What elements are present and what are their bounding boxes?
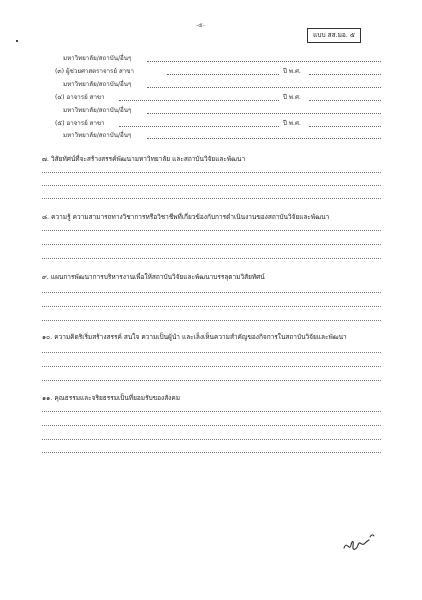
university-label: มหาวิทยาลัย/สถาบัน/อื่นๆ: [63, 55, 132, 62]
year-fill-line: [309, 100, 381, 101]
fill-line: [147, 87, 381, 88]
margin-mark: [16, 40, 18, 42]
fill-line: [147, 61, 381, 62]
answer-line: [42, 411, 381, 412]
university-label: มหาวิทยาลัย/สถาบัน/อื่นๆ: [63, 132, 132, 139]
year-label: ปี พ.ศ.: [283, 68, 301, 75]
university-line-2: [63, 80, 381, 90]
university-line-1: [63, 54, 381, 64]
field-fill-line: [119, 126, 279, 127]
lecturer-line-2: [55, 119, 381, 129]
answer-line: [42, 380, 381, 381]
university-label: มหาวิทยาลัย/สถาบัน/อื่นๆ: [63, 107, 132, 114]
section-11-heading: ๑๑. คุณธรรมและจริยธรรมเป็นที่ยอมรับของสังคม: [42, 394, 180, 402]
answer-line: [42, 366, 381, 367]
handwritten-signature: [340, 528, 380, 558]
answer-line: [42, 320, 381, 321]
answer-line: [42, 198, 381, 199]
field-fill-line: [119, 100, 279, 101]
lecturer-label: (๔) อาจารย์ สาขา: [55, 94, 105, 101]
section-8-heading: ๘. ความรู้ ความสามารถทางวิชาการหรือวิชาชีพที่เกี่ยวข้องกับการดำเนินงานของสถาบันวิจัยและพัฒนา: [42, 213, 330, 221]
answer-line: [42, 439, 381, 440]
answer-line: [42, 292, 381, 293]
lecturer-line-1: [55, 93, 381, 103]
answer-line: [42, 172, 381, 173]
year-label: ปี พ.ศ.: [283, 94, 301, 101]
field-fill-line: [167, 74, 279, 75]
answer-line: [42, 230, 381, 231]
lecturer-label: (๕) อาจารย์ สาขา: [55, 120, 105, 127]
fill-line: [147, 138, 381, 139]
assistant-professor-label: (๓) ผู้ช่วยศาสตราจารย์ สาขา: [55, 68, 134, 75]
year-fill-line: [309, 126, 381, 127]
answer-line: [42, 452, 381, 453]
answer-line: [42, 258, 381, 259]
university-line-3: [63, 106, 381, 116]
section-10-heading: ๑๐. ความคิดริเริ่มสร้างสรรค์ สนใจ ความเป็นผู้นำ และเล็งเห็นความสำคัญของกิจการในสถาบันวิจัยและพัฒนา: [42, 333, 347, 341]
answer-line: [42, 425, 381, 426]
form-code-box: แบบ สส.มอ. ๕: [307, 28, 361, 43]
section-7-heading: ๗. วิสัยทัศน์ที่จะสร้างสรรค์พัฒนามหาวิทยาลัย และสถาบันวิจัยและพัฒนา: [42, 155, 246, 163]
answer-line: [42, 244, 381, 245]
assistant-professor-line: [55, 67, 381, 77]
answer-line: [42, 185, 381, 186]
page-number: -๕-: [196, 22, 205, 29]
year-label: ปี พ.ศ.: [283, 120, 301, 127]
answer-line: [42, 306, 381, 307]
fill-line: [147, 113, 381, 114]
section-9-heading: ๙. แผนการพัฒนาการบริหารงานเพื่อให้สถาบันวิจัยและพัฒนาบรรลุตามวิสัยทัศน์: [42, 273, 265, 281]
university-line-4: [63, 131, 381, 141]
answer-line: [42, 352, 381, 353]
year-fill-line: [309, 74, 381, 75]
university-label: มหาวิทยาลัย/สถาบัน/อื่นๆ: [63, 81, 132, 88]
